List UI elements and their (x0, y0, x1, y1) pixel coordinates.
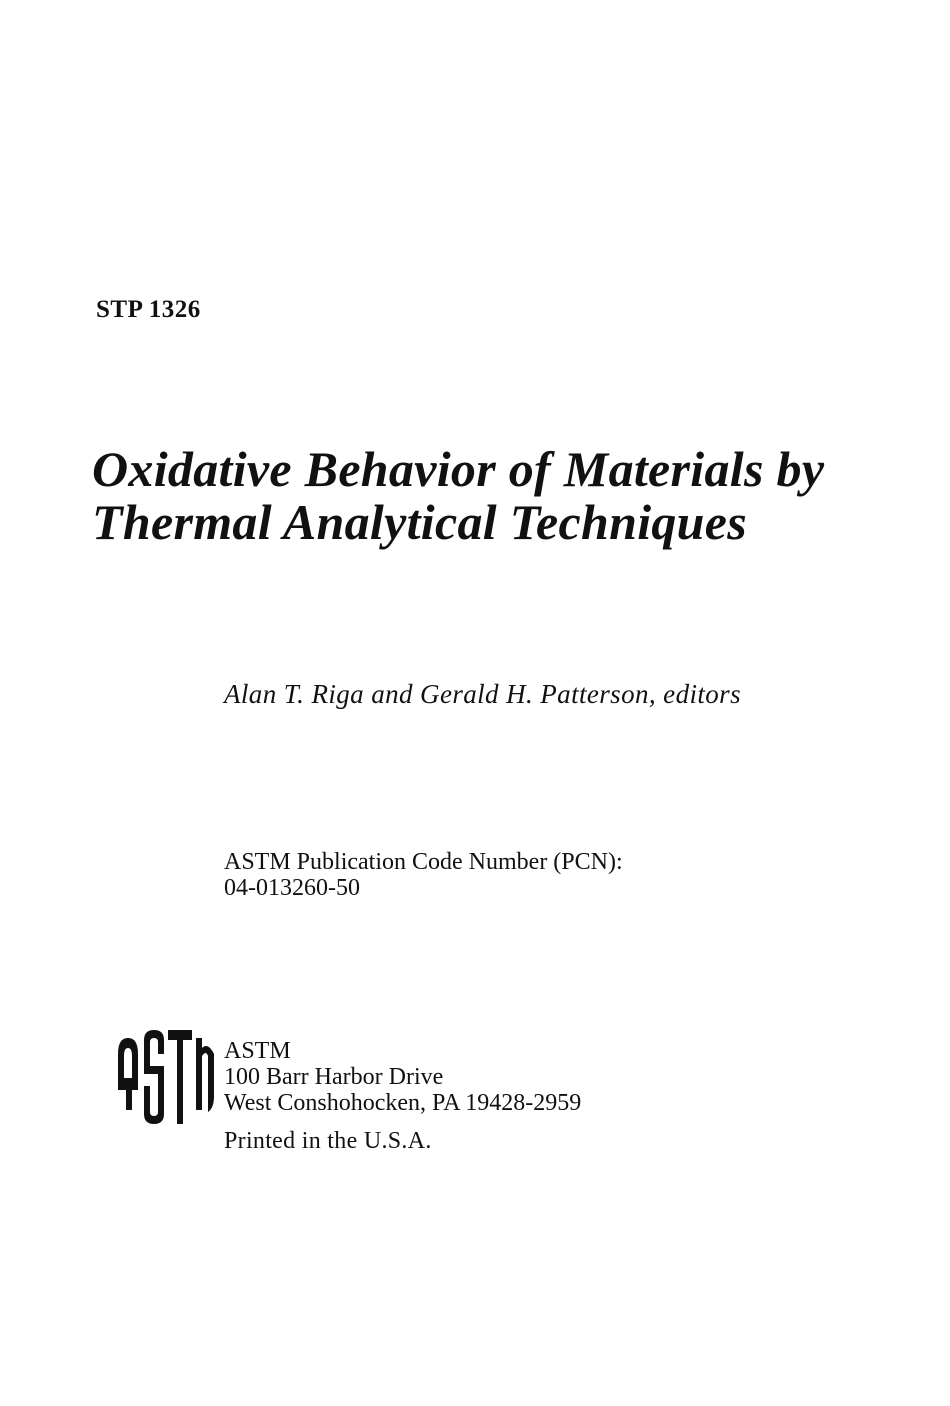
publication-code-value: 04-013260-50 (224, 875, 360, 901)
publisher-street: 100 Barr Harbor Drive (224, 1064, 444, 1090)
publication-code-label: ASTM Publication Code Number (PCN): (224, 849, 623, 875)
series-label: STP 1326 (96, 296, 201, 323)
publisher-address (224, 1038, 581, 1116)
book-title-line-1: Oxidative Behavior of Materials by (92, 441, 825, 497)
editors-line: Alan T. Riga and Gerald H. Patterson, editors (224, 679, 741, 709)
publication-code (224, 849, 623, 901)
publisher-name: ASTM (224, 1038, 291, 1064)
book-title-line-2: Thermal Analytical Techniques (92, 494, 748, 550)
printed-in-line: Printed in the U.S.A. (224, 1128, 432, 1154)
astm-logo (116, 1026, 224, 1128)
publisher-city: West Conshohocken, PA 19428-2959 (224, 1090, 582, 1116)
book-title (92, 443, 932, 549)
